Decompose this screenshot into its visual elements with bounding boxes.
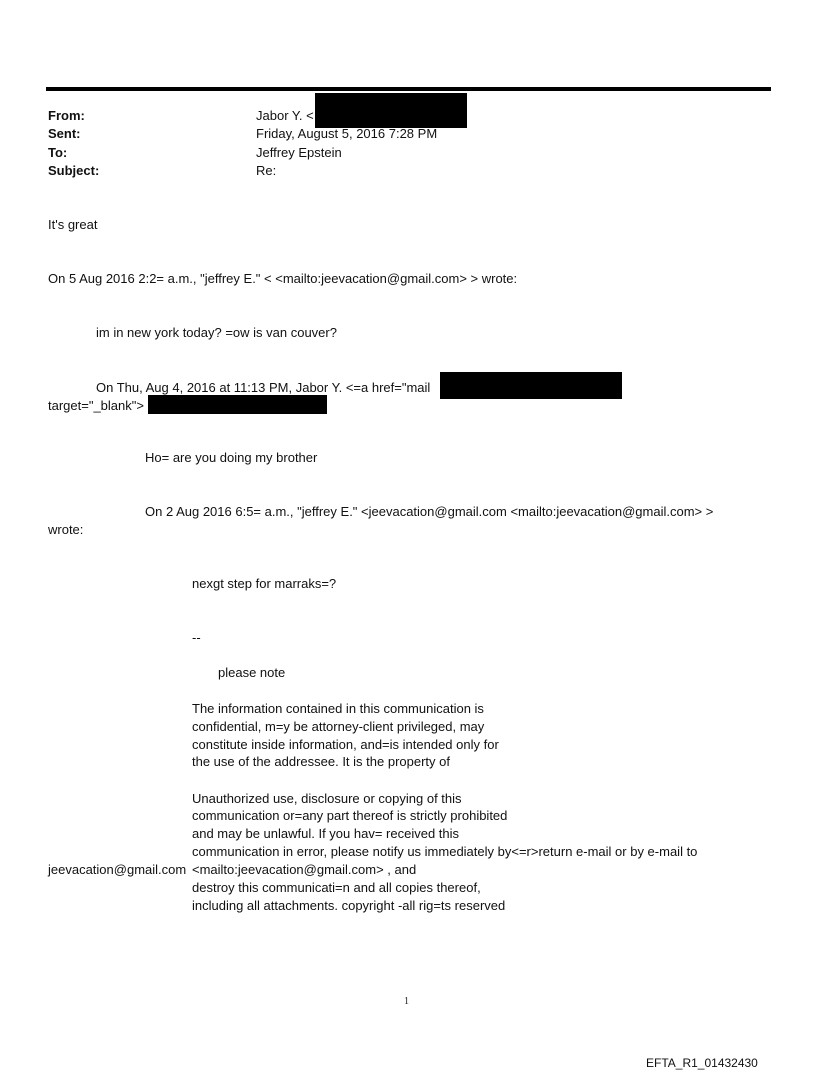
page-number: 1 (404, 996, 409, 1007)
to-label: To: (48, 145, 68, 160)
quote3-header: On 2 Aug 2016 6:5= a.m., "jeffrey E." <jeevacation@gmail.com <mailto:jeevacation@gmail.com> > (145, 504, 714, 519)
quote1-text: im in new york today? =ow is van couver? (96, 325, 337, 340)
quote3-text: nexgt step for marraks=? (192, 576, 337, 591)
disclaimer-line: destroy this communicati=n and all copies thereof, (192, 880, 481, 895)
disclaimer-line: communication in error, please notify us immediately by<=r>return e-mail or by e-mail to (192, 844, 698, 859)
disclaimer-line: communication or=any part thereof is strictly prohibited (192, 808, 508, 823)
disclaimer-line: including all attachments. copyright -all rig=ts reserved (192, 898, 506, 913)
to-value: Jeffrey Epstein (256, 145, 342, 160)
bates-number: EFTA_R1_01432430 (646, 1056, 758, 1070)
from-value: Jabor Y. < (256, 108, 314, 123)
disclaimer-line: The information contained in this communication is (192, 701, 484, 716)
disclaimer-line: confidential, m=y be attorney-client privileged, may (192, 719, 485, 734)
quote2-text: Ho= are you doing my brother (145, 450, 318, 465)
quote3-header-cont: wrote: (48, 522, 84, 537)
sent-label: Sent: (48, 126, 81, 141)
quote2-header-cont: target="_blank"> (48, 398, 144, 413)
disclaimer-line: and may be unlawful. If you hav= received this (192, 826, 460, 841)
quote2-header: On Thu, Aug 4, 2016 at 11:13 PM, Jabor Y. <=a href="mail (96, 380, 431, 395)
subject-label: Subject: (48, 163, 100, 178)
redaction-block (315, 93, 467, 128)
quote1-header: On 5 Aug 2016 2:2= a.m., "jeffrey E." < <mailto:jeevacation@gmail.com> > wrote: (48, 271, 518, 286)
reply-text: It's great (48, 217, 98, 232)
sent-value: Friday, August 5, 2016 7:28 PM (256, 126, 438, 141)
disclaimer-line: <mailto:jeevacation@gmail.com> , and (192, 862, 417, 877)
header-rule (46, 87, 771, 91)
disclaimer-line: the use of the addressee. It is the property of (192, 754, 450, 769)
from-label: From: (48, 108, 85, 123)
redaction-block (440, 372, 622, 399)
subject-value: Re: (256, 163, 277, 178)
disclaimer-line: Unauthorized use, disclosure or copying of this (192, 791, 462, 806)
disclaimer-line: constitute inside information, and=is intended only for (192, 737, 499, 752)
note-heading: please note (218, 665, 286, 680)
redaction-block (148, 395, 327, 414)
signature-separator: -- (192, 630, 201, 645)
disclaimer-email: jeevacation@gmail.com (48, 862, 187, 877)
